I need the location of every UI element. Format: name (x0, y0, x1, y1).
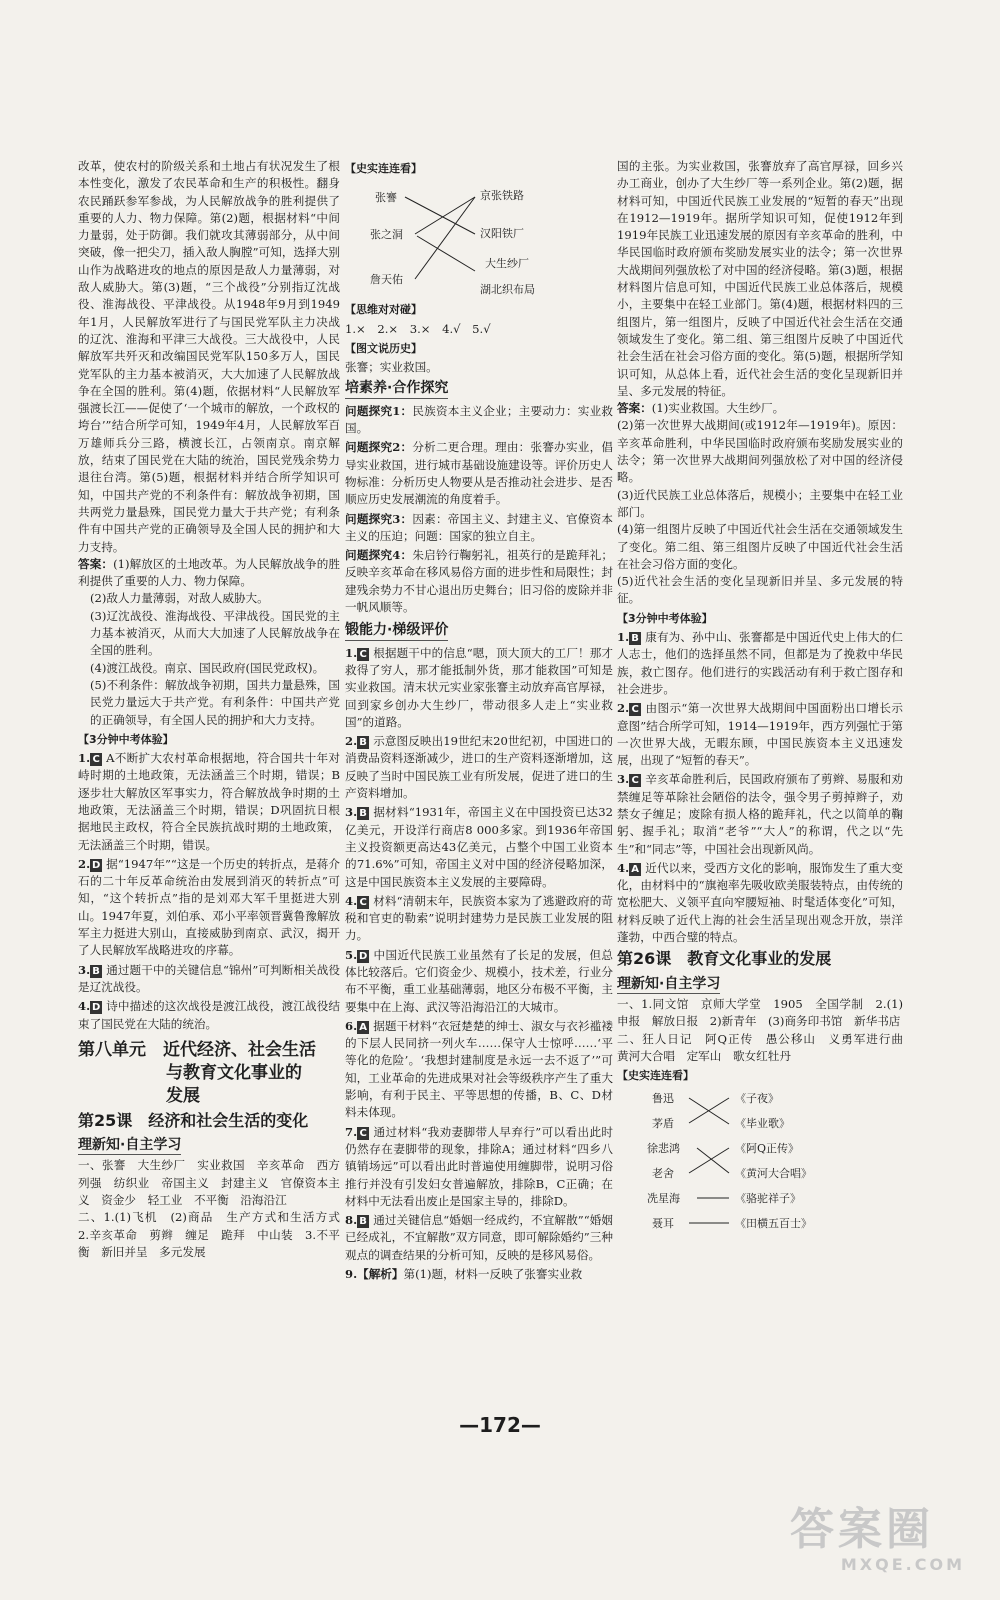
answer-box: D (91, 859, 101, 871)
answer-label: 答案： (617, 401, 652, 416)
answer-block: 答案：(1)实业救国。大生纱厂。 (617, 401, 785, 416)
answer-block (78, 556, 340, 591)
answer-box: A (357, 1021, 369, 1034)
question-item: 1. C 根据题干中的信息“嗯，顶大顶大的工厂！那才救得了穷人，那才能抵制外货，那才能救国”可知是实业救国。清末状元实业家张謇主动放弃高官厚禄，回到家乡创办大生纱厂，带动很多人走上“实业救国”的道路。 (345, 645, 613, 729)
question-item: 3. B 通过题干中的关键信息“锦州”可判断相关战役是辽沈战役。 (78, 962, 340, 994)
column-middle (345, 158, 613, 1423)
match-right-item: 《黄河大合唱》 (735, 1167, 812, 1181)
match-right-item: 《阿Q正传》 (735, 1142, 800, 1156)
answer-box: D (358, 950, 368, 962)
unit-title: 第八单元 近代经济、社会生活 与教育文化事业的 发展 (78, 1039, 316, 1106)
match-right-item: 《骆驼祥子》 (735, 1192, 801, 1206)
answer-box: B (357, 1215, 369, 1228)
answer-box: C (357, 896, 369, 909)
answer-item: (5)不利条件：解放战争初期，国共力量悬殊，国民党力量远大于共产党。有利条件：中国共产党的正确领导，有全国人民的拥护和大力支持。 (90, 677, 340, 727)
match-left-item: 张之洞 (370, 228, 403, 242)
lesson-title: 第25课 经济和社会生活的变化 (78, 1110, 309, 1130)
question-item: 3. C 辛亥革命胜利后，民国政府颁布了剪辫、易服和劝禁缠足等革除社会陋俗的法令，强令男子剪掉辫子，劝禁女子缠足；废除有损人格的跪拜礼，代之以简单的鞠躬、握手礼；取消“老爷”“大人”的称谓，代之以“先生”和“同志”等，中国社会出现新风尚。 (617, 772, 903, 856)
match-right-item: 《子夜》 (735, 1092, 779, 1106)
question-item: 2. B 示意图反映出19世纪末20世纪初，中国进口的消费品资料逐渐减少，进口的生产资料逐渐增加，这反映了当时中国民族工业有所发展，促进了进口的生产资料增加。 (345, 734, 613, 801)
answer-box: C (357, 1127, 369, 1140)
column-right (617, 158, 903, 1428)
question-item: 4. A 近代以来，受西方文化的影响，服饰发生了重大变化，由材料中的“旗袍率先吸收欧美服装特点，由传统的宽松肥大、义领平直向窄腰短袖、时髦适体变化”可知，材料反映了近代上海的社会生活呈现出观念开放，崇洋蓬勃，中西合璧的特点。 (617, 860, 903, 945)
think-tag: 【思维对对碰】 (345, 303, 422, 317)
question-item: 5. D 中国近代民族工业虽然有了长足的发展，但总体比较落后。它们资金少、规模小，技术差，行业分布不平衡，重工业基础薄弱，地区分布极不平衡，主要集中在上海、武汉等沿海沿江的大城市。 (345, 947, 613, 1014)
probe-item: 问题探究1：民族资本主义企业；主要动力：实业救国。 (345, 403, 613, 436)
match-left-item: 张謇 (375, 191, 397, 205)
answer-item: (3)近代民族工业总体落后，规模小；主要集中在轻工业部门。 (617, 487, 903, 519)
match-right-item: 湖北织布局 (480, 283, 535, 297)
answer-item: (5)近代社会生活的变化呈现新旧并呈、多元发展的特征。 (617, 574, 903, 606)
answer-box: C (357, 648, 369, 661)
match-left-item: 鲁迅 (652, 1092, 674, 1106)
watermark-url: MXQE.COM (840, 1555, 965, 1574)
matching-diagram (345, 179, 613, 299)
probe-item: 问题探究2：分析二更合理。理由：张謇办实业，倡导实业救国，进行城市基础设施建设等。评价历史人物标准：分析历史人物要从是否推动社会进步、是否顺应历史发展潮流的角度着手。 (345, 440, 613, 507)
question-item: 2. C 由图示“第一次世界大战期间中国面粉出口增长示意图”结合所学可知，1914—1919年，西方列强忙于第一次世界大战，无暇东顾，中国民族资本主义迅速发展，出现了“短暂的春天”。 (617, 701, 903, 768)
match-right-item: 汉阳铁厂 (480, 227, 524, 241)
matching-tag: 【史实连连看】 (345, 162, 422, 175)
match-left-item: 詹天佑 (370, 273, 403, 287)
question-item: 6. A 据题干材料“衣冠楚楚的绅士、淑女与衣衫褴褛的下层人民同挤一列火车……保守人士惊呼……‘平等化的危险’。‘我想封建制度是永远一去不返了’”可知，工业革命的先进成果对社会等级秩序产生了重大影响，有利于民主、平等思想的传播，B、C、D材料未体现。 (345, 1018, 613, 1120)
answer-item: (1)解放区的土地改革。为人民解放战争的胜利提供了重要的人力、物力保障。 (78, 556, 340, 589)
question-item: 1. B 康有为、孙中山、张謇都是中国近代史上伟大的仁人志士，他们的选择虽然不同，但都是为了挽救中华民族，救亡图存。他们进行的实践活动有利于救亡图存和社会进步。 (617, 630, 903, 696)
column-left (78, 158, 340, 1428)
section-heading: 理新知·自主学习 (78, 1137, 181, 1155)
question-item: 1. C A不断扩大农村革命根据地，符合国共十年对峙时期的土地政策，无法涵盖三个时期，错误；B逐步壮大解放区军事实力，符合解放战争时期的土地政策，无法涵盖三个时期，错误；D巩固抗日根据地民主政权，符合全民族抗战时期的土地政策，无法涵盖三个时期，错误。 (78, 751, 340, 852)
answer-item: (4)第一组图片反映了中国近代社会生活在交通领域发生了变化。第二组、第三组图片反映了中国近代社会生活在社会习俗方面的变化。 (617, 522, 903, 571)
match-right-item: 《田横五百士》 (735, 1217, 812, 1231)
answer-box: C (629, 774, 641, 787)
answer-box: A (629, 863, 641, 876)
section-heading: 锻能力·梯级评价 (345, 622, 448, 640)
answer-item: (3)辽沈战役、淮海战役、平津战役。国民党的主力基本被消灭，从而大大加速了人民解放战争在全国的胜利。 (90, 608, 340, 658)
match-right-item: 大生纱厂 (485, 257, 529, 271)
question-item: 7. C 通过材料“我劝妻脚带人早弃行”可以看出此时仍然存在妻脚带的现象，排除A；通过材料“四乡八镇销场远”可以看出此时普遍使用缠脚带，说明习俗推行并没有引发妇女普遍解放，排除B，C正确；在材料中无法看出废止是国家主导的，排除D。 (345, 1124, 613, 1208)
question-item: 2. D 据“1947年”“这是一个历史的转折点，是蒋介石的二十年反革命统治由发展到消灭的转折点”可知，“这个转折点”指的是刘邓大军千里挺进大别山。1947年夏，刘伯承、邓小平率领晋冀鲁豫解放军主力挺进大别山，直接威胁到南京、武汉，揭开了人民解放军战略进攻的序幕。 (78, 856, 340, 958)
answer-box: B (629, 632, 641, 645)
exam-tag: 【3分钟中考体验】 (617, 611, 713, 625)
fill-answer: 二、1.(1)飞机 (2)商品 生产方式和生活方式 2.辛亥革命 剪辫 缠足 跪拜 中山装 3.不平衡 新旧并呈 多元发展 (78, 1210, 340, 1259)
probe-item: 问题探究3：因素：帝国主义、封建主义、官僚资本主义的压迫；问题：国家的独立自主。 (345, 511, 613, 543)
answer-box: B (90, 965, 102, 978)
question-item: 4. D 诗中描述的这次战役是渡江战役，渡江战役结束了国民党在大陆的统治。 (78, 999, 340, 1031)
lesson-title: 第26课 教育文化事业的发展 (617, 949, 832, 969)
matching-diagram (617, 1086, 903, 1236)
answer-box: B (357, 736, 369, 749)
match-right-item: 《毕业歌》 (735, 1117, 790, 1131)
match-right-item: 京张铁路 (480, 189, 524, 203)
question-item: 4. C 材料“清朝末年，民族资本家为了逃避政府的苛税和官吏的勒索”说明封建势力是民族工业发展的阻力。 (345, 893, 613, 943)
question-item: 3. B 据材料“1931年，帝国主义在中国投资已达32亿美元，开设洋行商店8 000多家。到1936年帝国主义投资额更高达43亿美元，占整个中国工业资本的71.6%”可知，帝国主义对中国的经济侵略加深，这是中国民族资本主义发展的主要障碍。 (345, 805, 613, 889)
fill-answer: 二、狂人日记 阿Q正传 愚公移山 义勇军进行曲 黄河大合唱 定军山 歌女红牡丹 (617, 1031, 903, 1063)
match-left-item: 老舍 (652, 1167, 674, 1181)
answer-label: 答案： (78, 556, 114, 571)
section-heading: 理新知·自主学习 (617, 976, 720, 994)
watermark-logo (790, 1505, 965, 1580)
analysis-text: 改革，使农村的阶级关系和土地占有状况发生了根本性变化，激发了农民革命和生产的积极性。翻身农民踊跃参军参战，为人民解放战争的胜利提供了重要的人力、物力保障。第(2)题，根据材料“中间力量弱，处于防御。我们就攻其薄弱部分，从中间突破，像一把尖刀，插入敌人胸膛”可知，选择大别山作为战略进攻的地点的原因是敌人力量薄弱，对敌人威胁大。第(3)题，“三个战役”分别指辽沈战役、淮海战役、平津战役。从1948年9月到1949年1月，人民解放军进行了与国民党军队主力决战的辽沈、淮海和平津三大战役。三大战役中，人民解放军共歼灭和改编国民党军队150多万人，国民党军队的主力基本被消灭，大大加速了人民解放战争在全国的胜利。第(4)题，依据材料“人民解放军强渡长江——促使了‘一个城市的解放，一个政权的垮台’”结合所学可知，1949年4月，人民解放军百万雄师兵分三路，横渡长江，占领南京。南京解放，结束了国民党在大陆的统治，国民党残余势力退往台湾。第(5)题，根据材料并结合所学知识可知，中国共产党的不利条件有：解放战争初期，国共两党力量悬殊，国民党力量大于共产党；有利条件有中国共产党的正确领导及全国人民的拥护和大力支持。 (78, 159, 340, 554)
fill-answer: 一、张謇 大生纱厂 实业救国 辛亥革命 西方列强 纺织业 帝国主义 封建主义 官僚资本主义 资金少 轻工业 不平衡 沿海沿江 (78, 1158, 340, 1208)
answer-item: (2)第一次世界大战期间(或1912年—1919年)。原因：辛亥革命胜利，中华民国临时政府颁布奖励发展实业的法令；第一次世界大战期间列强放松了对中国的经济侵略。 (617, 418, 903, 485)
section-heading: 培素养·合作探究 (345, 380, 448, 398)
analysis-text: 国的主张。为实业救国，张謇放弃了高官厚禄，回乡兴办工商业，创办了大生纱厂等一系列企业。第(2)题，据材料可知，中国近代民族工业发展的“短暂的春天”出现在1912—1919年。据所学知识可知，促使1912年到1919年民族工业迅速发展的原因有辛亥革命的胜利，中华民国临时政府颁布奖励发展实业的法令；第一次世界大战期间列强放松了对中国的经济侵略。第(3)题，根据材料图片信息可知，中国近代民族工业总体落后，规模小，主要集中在轻工业部门。第(4)题，根据材料四的三组图片，第一组图片，反映了中国近代社会生活在交通领域发生了变化。第二组、第三组图片反映了中国近代社会生活在社会习俗方面的变化。第(5)题，根据所学知识可知，从总体上看，近代社会生活的变化呈现新旧并呈、多元发展的特征。 (617, 159, 903, 398)
probe-item: 问题探究4：朱启钤行鞠躬礼，祖英行的是跪拜礼；反映辛亥革命在移风易俗方面的进步性和局限性；封建残余势力不甘心退出历史舞台；旧习俗的废除并非一帆风顺等。 (345, 548, 613, 615)
answer-box: D (91, 1002, 101, 1014)
match-left-item: 茅盾 (652, 1117, 674, 1131)
question-item: 8. B 通过关键信息“婚姻一经成约，不宜解散”“婚姻已经成礼，不宜解散”双方同意，即可解除婚约”三种观点的调查结果的分析可知，反映的是移风易俗。 (345, 1213, 613, 1262)
watermark-text: 答案圈 (790, 1504, 934, 1555)
matching-tag: 【史实连连看】 (617, 1069, 694, 1083)
answer-box: C (90, 753, 102, 766)
answer-item: (4)渡江战役。南京、国民政府(国民党政权)。 (90, 660, 325, 675)
picture-answer: 张謇；实业救国。 (345, 360, 438, 375)
picture-tag: 【图文说历史】 (345, 341, 422, 355)
matching-lines (617, 1086, 903, 1236)
fill-answer: 一、1.同文馆 京师大学堂 1905 全国学制 2.(1)申报 解放日报 2)新青年 (3)商务印书馆 新华书店 (617, 996, 903, 1029)
page-number: —172— (459, 1413, 541, 1437)
think-answers: 1.× 2.× 3.× 4.√ 5.√ (345, 321, 491, 336)
exam-tag: 【3分钟中考体验】 (78, 732, 174, 746)
match-left-item: 聂耳 (652, 1217, 674, 1231)
match-left-item: 冼星海 (647, 1192, 680, 1206)
match-left-item: 徐悲鸿 (647, 1142, 680, 1156)
answer-item: (2)敌人力量薄弱，对敌人威胁大。 (90, 591, 269, 606)
answer-box: C (629, 703, 641, 716)
answer-box: B (357, 807, 369, 820)
question-item: 9.【解析】第(1)题，材料一反映了张謇实业救 (345, 1267, 583, 1282)
